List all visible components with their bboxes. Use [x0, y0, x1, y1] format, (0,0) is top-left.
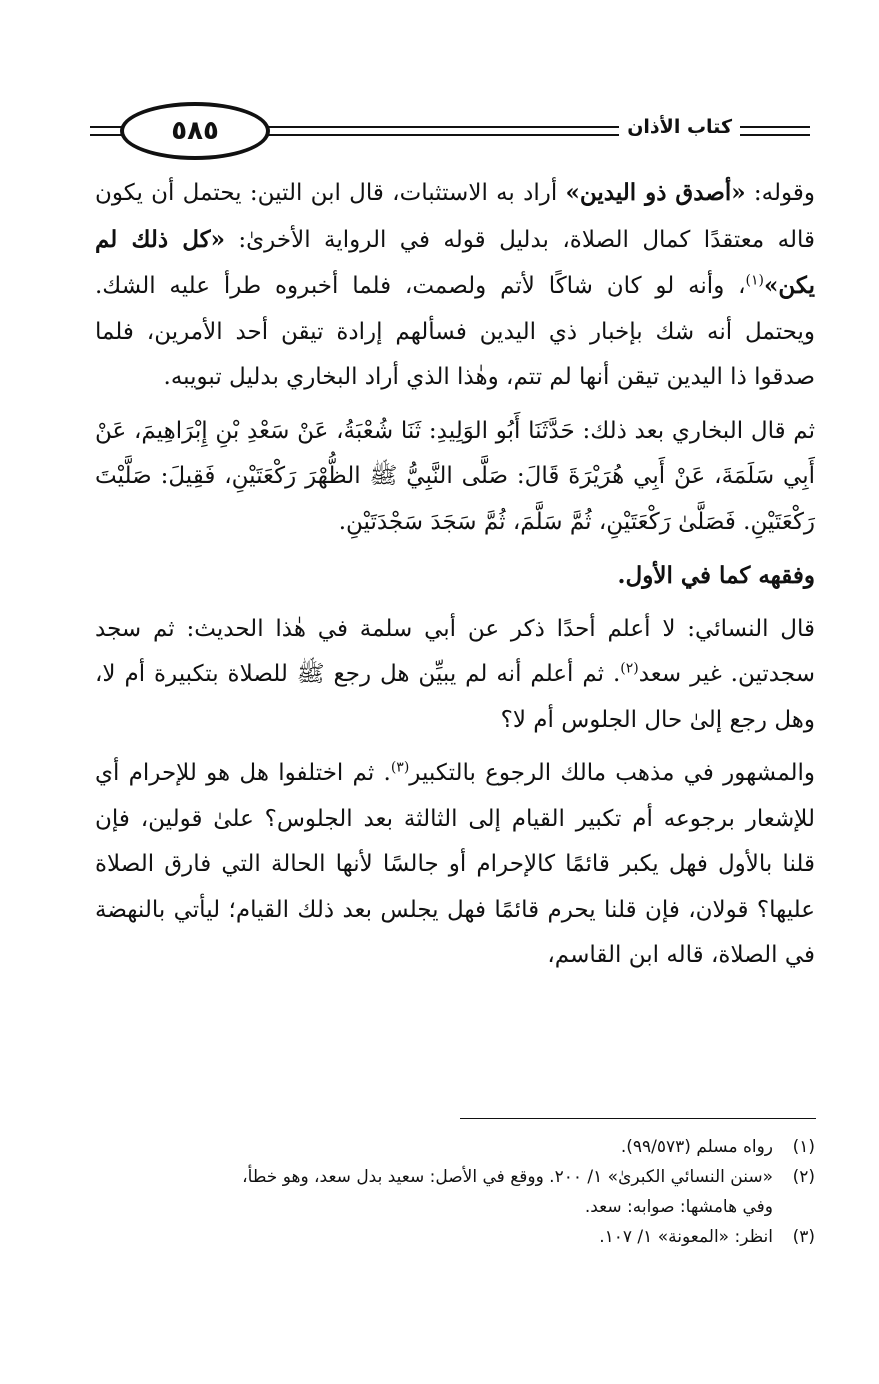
chapter-title: كتاب الأذان [619, 116, 740, 138]
footnote-1 [95, 1132, 815, 1162]
paragraph-2: ثم قال البخاري بعد ذلك: حَدَّثَنَا أَبُو الوَلِيدِ: ثَنَا شُعْبَةُ، عَنْ سَعْدِ بْنِ إِبْرَاهِيمَ، عَنْ أَبِي سَلَمَةَ، عَنْ أَبِي هُرَيْرَةَ قَالَ: صَلَّى النَّبِيُّ ﷺ الظُّهْرَ رَكْعَتَيْنِ، فَقِيلَ: صَلَّيْتَ رَكْعَتَيْنِ. فَصَلَّىٰ رَكْعَتَيْنِ، ثُمَّ سَلَّمَ، ثُمَّ سَجَدَ سَجْدَتَيْنِ. [95, 417, 815, 535]
main-text [95, 170, 815, 979]
footnote-ref: (١) [745, 272, 764, 289]
paragraph-3: وفقهه كما في الأول. [617, 562, 815, 589]
footnote-3 [95, 1222, 815, 1252]
text-run: وقوله: [745, 180, 815, 206]
page-header [90, 96, 810, 166]
footnote-separator [460, 1118, 816, 1119]
quotation: «كل ذلك لم يكن» [95, 225, 815, 299]
footnote-number: (١) [792, 1137, 815, 1157]
footnotes [95, 1132, 815, 1252]
footnote-ref: (٣) [390, 759, 410, 776]
text-run: ، وأنه لو كان شاكًا لأتم ولصمت، فلما أخبروه طرأ عليه الشك. ويحتمل أنه شك بإخبار ذي اليدين فسألهم إرادة تيقن أحد الأمرين، فلما صدقوا ذا اليدين تيقن أنها لم تتم، وهٰذا الذي أراد البخاري بدليل تبويبه. [95, 273, 815, 390]
footnote-text: رواه مسلم (٩٩/٥٧٣). [620, 1137, 773, 1157]
footnote-number: (٣) [792, 1227, 815, 1247]
paragraph-5 [95, 751, 815, 979]
text-run: والمشهور في مذهب مالك الرجوع بالتكبير [409, 760, 815, 786]
text-run: قال النسائي: لا أعلم أحدًا ذكر عن أبي سلمة في هٰذا الحديث: ثم سجد سجدتين. غير سعد [95, 615, 816, 687]
footnote-number: (٢) [792, 1167, 815, 1187]
page-number: ٥٨٥ [120, 102, 270, 160]
footnote-ref: (٢) [620, 660, 639, 677]
paragraph-1 [95, 170, 815, 401]
footnote-2 [95, 1162, 815, 1192]
paragraph-4 [95, 607, 815, 744]
footnote-continuation: وفي هامشها: صوابه: سعد. [584, 1197, 773, 1217]
text-run: أراد به الاستثبات، قال ابن التين: يحتمل أن يكون قاله معتقدًا كمال الصلاة، بدليل قوله في الرواية الأخرىٰ: [95, 180, 815, 253]
footnote-text: «سنن النسائي الكبرىٰ» ١/ ٢٠٠. ووقع في الأصل: سعيد بدل سعد، وهو خطأ، [242, 1167, 773, 1187]
text-run: . ثم اختلفوا هل هو للإحرام أي للإشعار برجوعه أم تكبير القيام إلى الثالثة بعد الجلوس؟ علىٰ قولين، فإن قلنا بالأول فهل يكبر قائمًا كالإحرام أو جالسًا لأنها الحالة التي فارق الصلاة عليها؟ قولان، فإن قلنا يحرم قائمًا فهل يجلس بعد ذلك القيام؛ ليأتي بالنهضة في الصلاة، قاله ابن القاسم، [95, 760, 815, 968]
quotation: «أصدق ذو اليدين» [565, 179, 746, 206]
footnote-text: انظر: «المعونة» ١/ ١٠٧. [599, 1227, 773, 1247]
text-run: . ثم أعلم أنه لم يبيِّن هل رجع ﷺ للصلاة بتكبيرة أم لا، وهل رجع إلىٰ حال الجلوس أم لا؟ [95, 661, 815, 733]
